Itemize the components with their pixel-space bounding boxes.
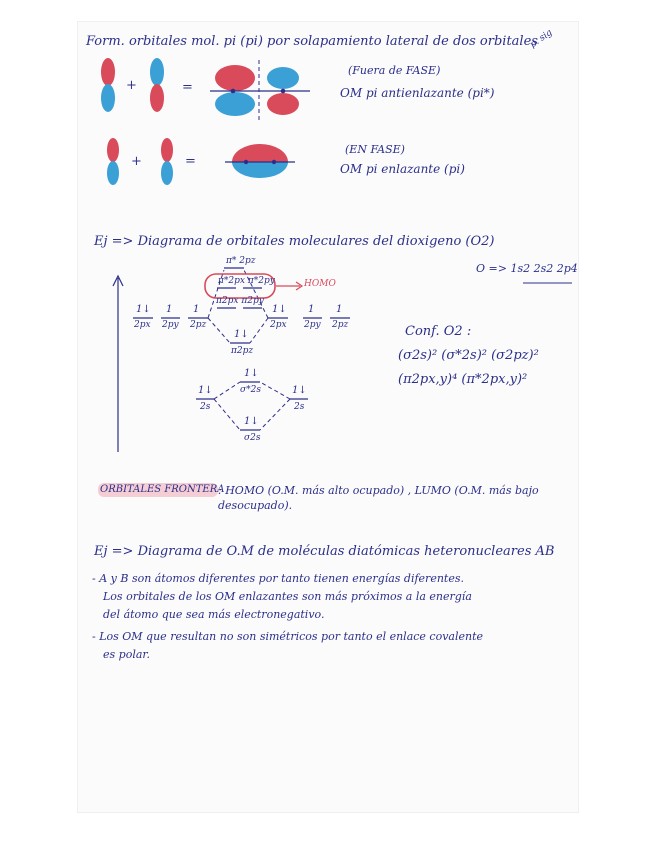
p-orbital-left-out-of-phase bbox=[101, 58, 115, 112]
left-2px-label: 2px bbox=[134, 320, 151, 330]
bullet-1-line-1: - A y B son átomos diferentes por tanto tienen energías diferentes. bbox=[92, 572, 464, 585]
right-2pz-label: 2pz bbox=[332, 320, 349, 330]
equals-sign-1: = bbox=[182, 80, 193, 95]
right-2py-label: 2py bbox=[304, 320, 321, 330]
right-2s-label: 2s bbox=[294, 402, 305, 412]
conf-o2-line-2: (π2px,y)⁴ (π*2px,y)² bbox=[398, 372, 528, 387]
left-2px-electrons: 1↓ bbox=[136, 304, 151, 315]
conf-o2-line-1: (σ2s)² (σ*2s)² (σ2pz)² bbox=[398, 348, 539, 363]
pi-2pz-label: π2pz bbox=[231, 346, 254, 356]
right-2s-electrons: 1↓ bbox=[292, 385, 307, 396]
sigma-star-2s-electrons: 1↓ bbox=[244, 368, 259, 379]
heading-o2-diagram: Ej => Diagrama de orbitales moleculares del dioxigeno (O2) bbox=[94, 234, 495, 249]
out-of-phase-label: (Fuera de FASE) bbox=[348, 64, 441, 77]
left-2pz-label: 2pz bbox=[190, 320, 207, 330]
left-2pz-electrons: 1 bbox=[193, 304, 200, 315]
bonding-label: OM pi enlazante (pi) bbox=[340, 162, 465, 176]
frontier-orbitals-label: ORBITALES FRONTERA bbox=[100, 484, 225, 495]
right-2pz-electrons: 1 bbox=[336, 304, 343, 315]
in-phase-label: (EN FASE) bbox=[345, 143, 405, 156]
level-label-pi-star-pair: π*2px π*2py bbox=[218, 276, 275, 286]
antibonding-label: OM pi antienlazante (pi*) bbox=[340, 86, 495, 100]
o2-atom-config: O => 1s2 2s2 2p4 bbox=[476, 262, 578, 275]
bullet-1-line-3: del átomo que sea más electronegativo. bbox=[103, 608, 325, 621]
bonding-pi-orbital bbox=[225, 144, 295, 178]
plus-sign-2: + bbox=[131, 154, 142, 169]
bullet-2-line-2: es polar. bbox=[103, 648, 150, 661]
right-2px-label: 2px bbox=[270, 320, 287, 330]
bullet-2-line-1: - Los OM que resultan no son simétricos por tanto el enlace covalente bbox=[92, 630, 484, 643]
level-label-pi-star-z: π* 2pz bbox=[226, 256, 256, 266]
sigma-2s-electrons: 1↓ bbox=[244, 416, 259, 427]
p-orbital-right-in-phase bbox=[161, 138, 173, 185]
left-2s-electrons: 1↓ bbox=[198, 385, 213, 396]
heading-heteronuclear: Ej => Diagrama de O.M de moléculas diatómicas heteronucleares AB bbox=[94, 544, 555, 559]
p-orbital-right-out-of-phase bbox=[150, 58, 164, 112]
right-2px-electrons: 1↓ bbox=[272, 304, 287, 315]
antibonding-pi-orbital bbox=[210, 60, 310, 120]
left-2py-electrons: 1 bbox=[166, 304, 173, 315]
right-2py-electrons: 1 bbox=[308, 304, 315, 315]
corner-note: p. sig bbox=[528, 27, 555, 51]
left-2s-label: 2s bbox=[200, 402, 211, 412]
pi-2pz-electrons: 1↓ bbox=[234, 329, 249, 340]
frontier-definition-2: desocupado). bbox=[218, 499, 293, 512]
plus-sign-1: + bbox=[126, 78, 137, 93]
frontier-definition-1: : HOMO (O.M. más alto ocupado) , LUMO (O.M. más bajo bbox=[218, 484, 539, 497]
sigma-2s-label: σ2s bbox=[244, 433, 261, 443]
sigma-star-2s-label: σ*2s bbox=[240, 385, 261, 395]
conf-o2-label: Conf. O2 : bbox=[405, 324, 472, 339]
homo-tag: HOMO bbox=[304, 279, 336, 289]
heading-pi-formation: Form. orbitales mol. pi (pi) por solapamiento lateral de dos orbitales bbox=[86, 34, 538, 49]
level-label-pi-pair: π2px π2py bbox=[216, 296, 264, 306]
p-orbital-left-in-phase bbox=[107, 138, 119, 185]
bullet-1-line-2: Los orbitales de los OM enlazantes son más próximos a la energía bbox=[103, 590, 472, 603]
left-2py-label: 2py bbox=[162, 320, 179, 330]
equals-sign-2: = bbox=[185, 154, 196, 169]
energy-axis bbox=[113, 276, 123, 452]
